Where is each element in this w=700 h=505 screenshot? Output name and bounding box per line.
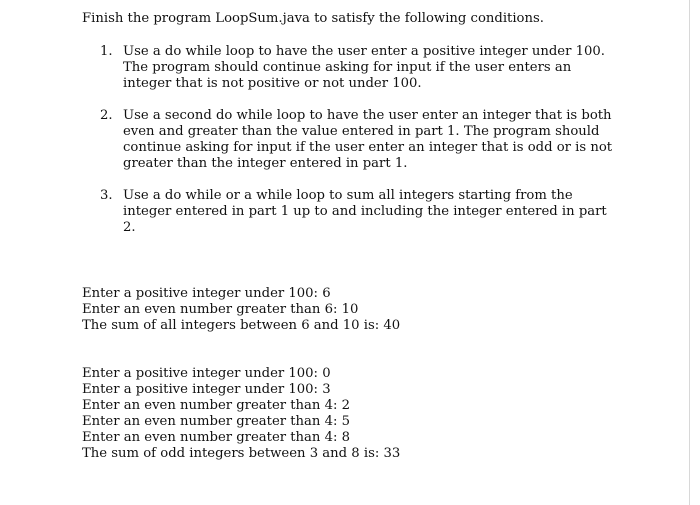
sample-output-line: Enter an even number greater than 4: 2	[82, 398, 351, 413]
task-text-line: continue asking for input if the user enter an integer that is odd or is not	[123, 140, 613, 155]
task-item-2	[100, 108, 630, 172]
task-number: 2.	[100, 108, 113, 123]
task-text-line: Use a do while loop to have the user enter a positive integer under 100.	[123, 44, 605, 59]
task-text-line: Use a do while or a while loop to sum all integers starting from the	[123, 188, 573, 203]
task-text-line: 2.	[123, 220, 136, 235]
sample-run-1	[82, 286, 400, 334]
task-text-line: The program should continue asking for input if the user enters an	[123, 60, 572, 75]
task-text-line: integer that is not positive or not under 100.	[123, 76, 422, 91]
sample-output-line: Enter a positive integer under 100: 3	[82, 382, 331, 397]
task-text-line: even and greater than the value entered in part 1. The program should	[123, 124, 600, 139]
instructions-intro: Finish the program LoopSum.java to satisfy the following conditions.	[82, 11, 544, 26]
sample-output-line: Enter an even number greater than 6: 10	[82, 302, 359, 317]
task-text-line: greater than the integer entered in part 1.	[123, 156, 408, 171]
sample-output-line: Enter a positive integer under 100: 0	[82, 366, 331, 381]
task-text-line: integer entered in part 1 up to and including the integer entered in part	[123, 204, 607, 219]
sample-output-line: The sum of all integers between 6 and 10 is: 40	[82, 318, 401, 333]
sample-run-2	[82, 366, 400, 462]
sample-output-line: Enter an even number greater than 4: 5	[82, 414, 351, 429]
sample-output-line: Enter an even number greater than 4: 8	[82, 430, 351, 445]
task-item-3	[100, 188, 630, 236]
sample-output-line: Enter a positive integer under 100: 6	[82, 286, 331, 301]
sample-output-line: The sum of odd integers between 3 and 8 is: 33	[82, 446, 401, 461]
task-text-line: Use a second do while loop to have the user enter an integer that is both	[123, 108, 612, 123]
task-list	[100, 44, 630, 252]
task-number: 1.	[100, 44, 113, 59]
task-item-1	[100, 44, 630, 92]
task-number: 3.	[100, 188, 113, 203]
